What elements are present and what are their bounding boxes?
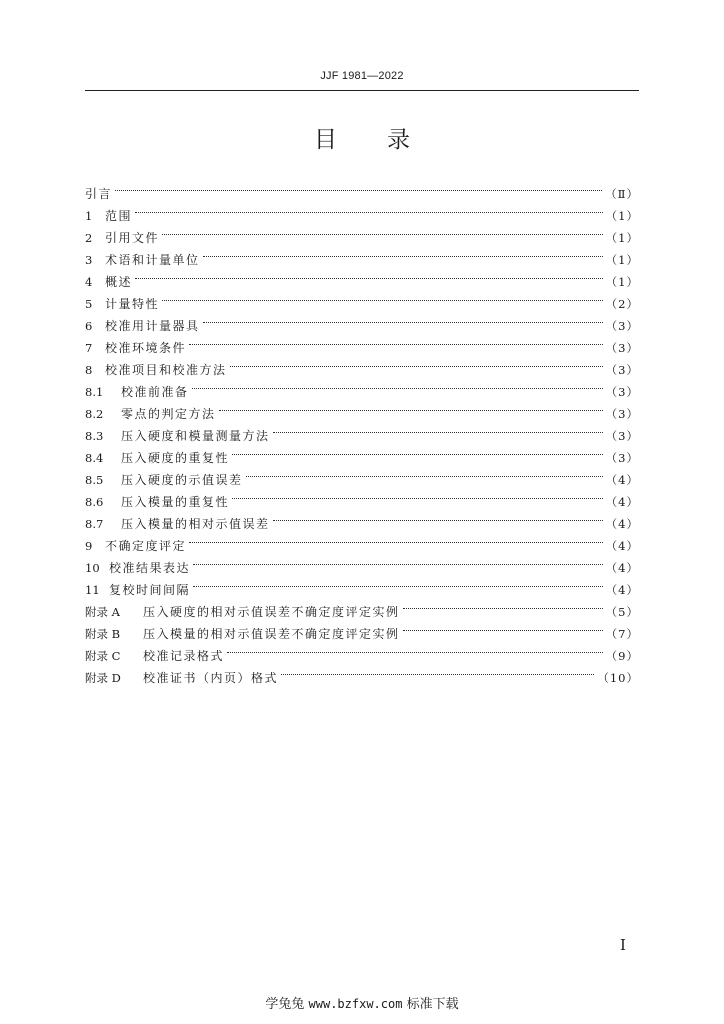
toc-entry-title: 校准前准备 — [121, 385, 189, 399]
toc-entry-title: 校准记录格式 — [143, 649, 225, 663]
toc-dot-leader — [227, 638, 603, 660]
toc-dot-leader — [273, 418, 603, 440]
toc-dot-leader — [203, 242, 603, 264]
toc-entry-number: 8.1 — [85, 385, 104, 399]
toc-entry-number: 8.5 — [85, 473, 104, 487]
toc-entry-page: （4） — [605, 517, 639, 531]
standard-code-header: JJF 1981—2022 — [320, 70, 404, 82]
toc-entry-number: 8.4 — [85, 451, 104, 465]
toc-entry-number: 8.2 — [85, 407, 104, 421]
toc-entry-page: （Ⅱ） — [605, 187, 639, 201]
toc-dot-leader — [219, 396, 603, 418]
toc-entry-title: 零点的判定方法 — [121, 407, 216, 421]
toc-dot-leader — [135, 198, 603, 220]
toc-entry-number: 8.6 — [85, 495, 104, 509]
toc-entry-page: （1） — [605, 231, 639, 245]
toc-entry-number: 3 — [85, 253, 93, 267]
toc-entry-title: 不确定度评定 — [105, 539, 187, 553]
toc-entry-number: 7 — [85, 341, 93, 355]
toc-dot-leader — [189, 330, 603, 352]
toc-entry-page: （3） — [605, 385, 639, 399]
toc-entry-title: 校准证书（内页）格式 — [143, 671, 279, 685]
toc-entry-title: 压入硬度的示值误差 — [121, 473, 243, 487]
toc-dot-leader — [193, 572, 603, 594]
toc-entry[interactable] — [85, 176, 639, 201]
toc-entry-number: 附录 D — [85, 671, 121, 685]
toc-entry-number: 5 — [85, 297, 93, 311]
toc-entry-page: （7） — [605, 627, 639, 641]
page-title: 目录 — [314, 127, 460, 153]
toc-dot-leader — [189, 528, 603, 550]
toc-entry-number: 6 — [85, 319, 93, 333]
toc-dot-leader — [162, 220, 603, 242]
toc-dot-leader — [230, 352, 603, 374]
toc-entry-number: 8 — [85, 363, 93, 377]
toc-entry-page: （1） — [605, 209, 639, 223]
watermark-tagline: 标准下载 — [406, 997, 459, 1012]
toc-entry-page: （4） — [605, 473, 639, 487]
toc-entry-number: 9 — [85, 539, 93, 553]
toc-entry-title: 概述 — [105, 275, 133, 289]
toc-dot-leader — [232, 440, 603, 462]
toc-entry-number: 1 — [85, 209, 93, 223]
toc-dot-leader — [403, 594, 603, 616]
watermark-footer — [0, 993, 724, 1012]
toc-dot-leader — [135, 264, 603, 286]
toc-dot-leader — [403, 616, 603, 638]
toc-dot-leader — [281, 660, 594, 682]
toc-entry-page: （5） — [605, 605, 639, 619]
toc-dot-leader — [246, 462, 603, 484]
toc-entry-page: （1） — [605, 275, 639, 289]
toc-entry-title: 校准环境条件 — [105, 341, 187, 355]
toc-entry-page: （3） — [605, 429, 639, 443]
toc-entry-page: （3） — [605, 341, 639, 355]
toc-entry-title: 压入硬度的相对示值误差不确定度评定实例 — [143, 605, 400, 619]
toc-dot-leader — [162, 286, 603, 308]
toc-entry-page: （10） — [597, 671, 639, 685]
toc-entry-number: 10 — [85, 561, 100, 575]
toc-entry[interactable] — [85, 308, 639, 333]
toc-entry-page: （4） — [605, 561, 639, 575]
toc-entry-title: 引言 — [85, 187, 113, 201]
toc-dot-leader — [203, 308, 603, 330]
toc-entry-title: 引用文件 — [105, 231, 160, 245]
toc-entry-page: （3） — [605, 451, 639, 465]
header-divider — [85, 90, 639, 91]
toc-entry-page: （9） — [605, 649, 639, 663]
toc-entry-page: （1） — [605, 253, 639, 267]
toc-entry-page: （3） — [605, 363, 639, 377]
toc-entry-number: 8.3 — [85, 429, 104, 443]
toc-entry-number: 2 — [85, 231, 93, 245]
toc-entry-page: （2） — [605, 297, 639, 311]
watermark-url: www.bzfxw.com — [308, 997, 403, 1011]
toc-dot-leader — [193, 550, 603, 572]
toc-dot-leader — [115, 176, 602, 198]
toc-entry-page: （3） — [605, 407, 639, 421]
toc-entry-title: 压入模量的相对示值误差不确定度评定实例 — [143, 627, 400, 641]
toc-dot-leader — [192, 374, 603, 396]
toc-dot-leader — [273, 506, 603, 528]
toc-entry-title: 压入模量的相对示值误差 — [121, 517, 270, 531]
toc-entry-number: 附录 C — [85, 649, 121, 663]
page-number: I — [620, 936, 626, 954]
toc-entry-title: 范围 — [105, 209, 133, 223]
toc-dot-leader — [232, 484, 603, 506]
toc-entry-title: 校准用计量器具 — [105, 319, 200, 333]
toc-entry-title: 计量特性 — [105, 297, 160, 311]
toc-entry-number: 4 — [85, 275, 93, 289]
toc-entry-title: 压入硬度的重复性 — [121, 451, 230, 465]
toc-entry-page: （3） — [605, 319, 639, 333]
toc-entry-number: 8.7 — [85, 517, 104, 531]
toc-entry-page: （4） — [605, 583, 639, 597]
toc-entry-title: 术语和计量单位 — [105, 253, 200, 267]
toc-entry[interactable] — [85, 198, 639, 223]
toc-entry[interactable] — [85, 264, 639, 289]
toc-entry-page: （4） — [605, 539, 639, 553]
toc-entry-title: 压入硬度和模量测量方法 — [121, 429, 270, 443]
toc-entry-number: 11 — [85, 583, 100, 597]
toc-entry-title: 校准结果表达 — [109, 561, 191, 575]
table-of-contents — [85, 176, 639, 685]
toc-entry-page: （4） — [605, 495, 639, 509]
watermark-site-name: 学兔兔 — [265, 997, 305, 1012]
toc-entry-number: 附录 B — [85, 627, 121, 641]
toc-entry-number: 附录 A — [85, 605, 120, 619]
toc-entry[interactable] — [85, 220, 639, 245]
toc-entry-title: 压入模量的重复性 — [121, 495, 230, 509]
toc-entry[interactable] — [85, 286, 639, 311]
toc-entry-title: 复校时间间隔 — [109, 583, 191, 597]
toc-entry-title: 校准项目和校准方法 — [105, 363, 227, 377]
toc-entry[interactable] — [85, 242, 639, 267]
